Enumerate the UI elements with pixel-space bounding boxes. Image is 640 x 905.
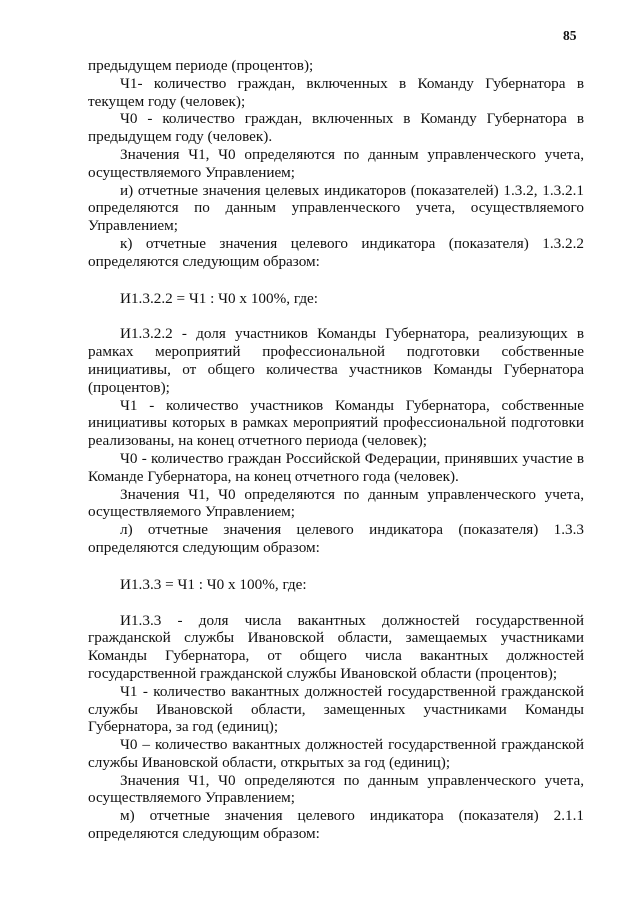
paragraph: и) отчетные значения целевых индикаторов (показателей) 1.3.2, 1.3.2.1 определяются по данным управленческого учета, осуществляемого Управлением; <box>88 181 584 235</box>
paragraph: предыдущем периоде (процентов); <box>88 57 314 74</box>
paragraph: И1.3.2.2 - доля участников Команды Губернатора, реализующих в рамках мероприятий профессиональной подготовки собственные инициативы, от общего количества участников Команды Губернатора (процентов); <box>88 325 584 396</box>
paragraph: Ч0 – количество вакантных должностей государственной гражданской службы Ивановской области, открытых за год (единиц); <box>88 736 584 771</box>
paragraph: л) отчетные значения целевого индикатора (показателя) 1.3.3 определяются следующим образом: <box>88 521 584 556</box>
document-body <box>88 57 584 843</box>
paragraph: Ч0 - количество граждан Российской Федерации, принявших участие в Команде Губернатора, на конец отчетного года (человек). <box>88 449 584 485</box>
paragraph: м) отчетные значения целевого индикатора (показателя) 2.1.1 определяются следующим образом: <box>88 807 584 843</box>
paragraph: И1.3.3 - доля числа вакантных должностей государственной гражданской службы Ивановской области, замещаемых участниками Команды Губернатора, от общего числа вакантных должностей государственной гражданской службы Ивановской области (процентов); <box>88 611 584 682</box>
paragraph: Значения Ч1, Ч0 определяются по данным управленческого учета, осуществляемого Управлением; <box>88 145 584 181</box>
paragraph: Ч1- количество граждан, включенных в Команду Губернатора в текущем году (человек); <box>88 74 584 110</box>
paragraph: Значения Ч1, Ч0 определяются по данным управленческого учета, осуществляемого Управлением; <box>88 485 584 521</box>
formula: И1.3.3 = Ч1 : Ч0 х 100%, где: <box>120 575 307 593</box>
paragraph: Ч0 - количество граждан, включенных в Команду Губернатора в предыдущем году (человек). <box>88 110 584 146</box>
paragraph: к) отчетные значения целевого индикатора (показателя) 1.3.2.2 определяются следующим образом: <box>88 234 584 270</box>
paragraph: Ч1 - количество вакантных должностей государственной гражданской службы Ивановской области, замещенных участниками Команды Губернатора, за год (единиц); <box>88 682 584 736</box>
paragraph: Ч1 - количество участников Команды Губернатора, собственные инициативы которых в рамках мероприятий профессиональной подготовки реализованы, на конец отчетного периода (человек); <box>88 396 584 450</box>
page-number: 85 <box>563 28 577 43</box>
formula: И1.3.2.2 = Ч1 : Ч0 х 100%, где: <box>120 289 319 307</box>
paragraph: Значения Ч1, Ч0 определяются по данным управленческого учета, осуществляемого Управлением; <box>88 771 584 807</box>
